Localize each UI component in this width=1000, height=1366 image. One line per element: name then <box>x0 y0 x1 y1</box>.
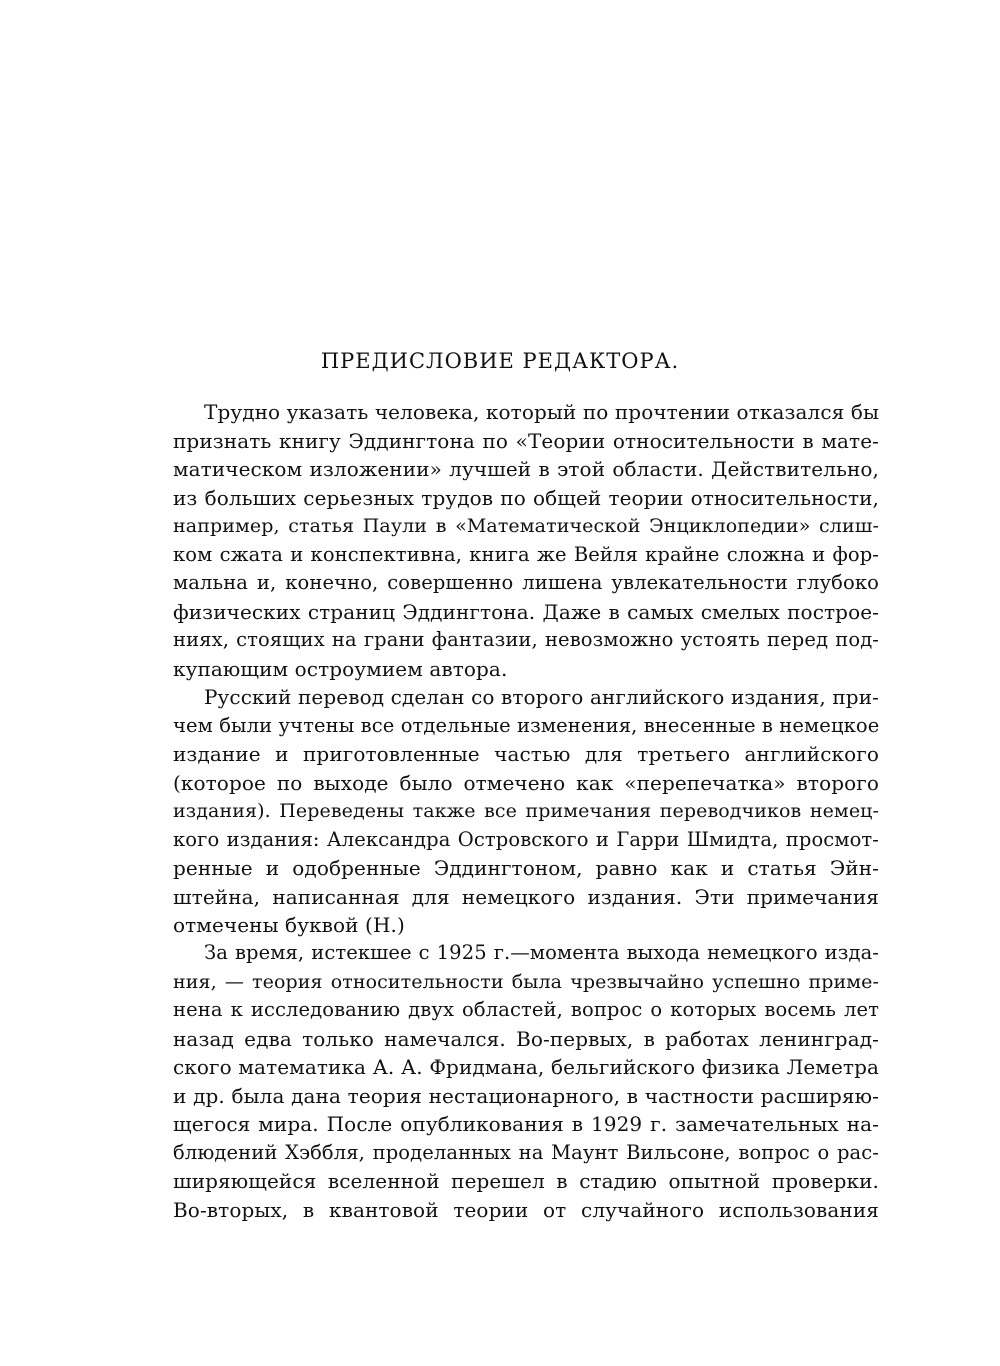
text-line: мальна и, конечно, совершенно лишена увлекательности глубоко <box>173 571 879 594</box>
text-line: признать книгу Эддингтона по «Теории относительности в мате- <box>173 429 879 453</box>
text-line: купающим остроумием автора. <box>173 657 508 681</box>
text-line: блюдений Хэббля, проделанных на Маунт Вильсоне, вопрос о рас- <box>173 1141 879 1164</box>
text-line: щегося мира. После опубликования в 1929 г. замечательных на- <box>173 1112 879 1136</box>
text-line: ского математика А. А. Фридмана, бельгийского физика Леметра <box>173 1055 879 1079</box>
text-line: назад едва только намечался. Во-первых, в работах ленинград- <box>173 1027 879 1051</box>
text-line: (которое по выходе было отмечено как «перепечатка» второго <box>173 771 879 795</box>
text-line: отмечены буквой (Н.) <box>173 913 405 937</box>
text-line: ком сжата и конспективна, книга же Вейля крайне сложна и фор- <box>173 543 879 566</box>
page-title: ПРЕДИСЛОВИЕ РЕДАКТОРА. <box>320 349 680 373</box>
text-line: За время, истекшее с 1925 г.—момента выхода немецкого изда- <box>204 941 879 964</box>
text-line: Трудно указать человека, который по прочтении отказался бы <box>204 400 879 424</box>
text-line: ширяющейся вселенной перешел в стадию опытной проверки. <box>173 1169 879 1193</box>
text-line: и др. была дана теория нестационарного, в частности расширяю- <box>173 1084 879 1108</box>
text-line: матическом изложении» лучшей в этой области. Действительно, <box>173 457 879 481</box>
text-line: издание и приготовленные частью для третьего английского <box>173 742 879 766</box>
text-line: например, статья Паули в «Математической Энциклопедии» слиш- <box>173 515 879 537</box>
text-line: чем были учтены все отдельные изменения, внесенные в немецкое <box>173 714 880 737</box>
text-line: Русский перевод сделан со второго английского издания, при- <box>204 685 879 709</box>
text-line: нена к исследованию двух областей, вопрос о которых восемь лет <box>173 998 879 1021</box>
text-line: Во-вторых, в квантовой теории от случайного использования <box>173 1198 879 1222</box>
text-line: ренные и одобренные Эддингтоном, равно как и статья Эйн- <box>173 856 879 880</box>
text-line: штейна, написанная для немецкого издания. Эти примечания <box>173 885 879 909</box>
text-line: ниях, стоящих на грани фантазии, невозможно устоять перед под- <box>173 628 879 651</box>
text-line: физических страниц Эддингтона. Даже в самых смелых построе- <box>173 600 879 624</box>
text-line: издания). Переведены также все примечания переводчиков немец- <box>173 800 879 822</box>
text-line: кого издания: Александра Островского и Гарри Шмидта, просмот- <box>173 828 879 851</box>
text-line: из больших серьезных трудов по общей теории относительности, <box>173 486 879 510</box>
text-line: ния, — теория относительности была чрезвычайно успешно приме- <box>173 971 879 993</box>
